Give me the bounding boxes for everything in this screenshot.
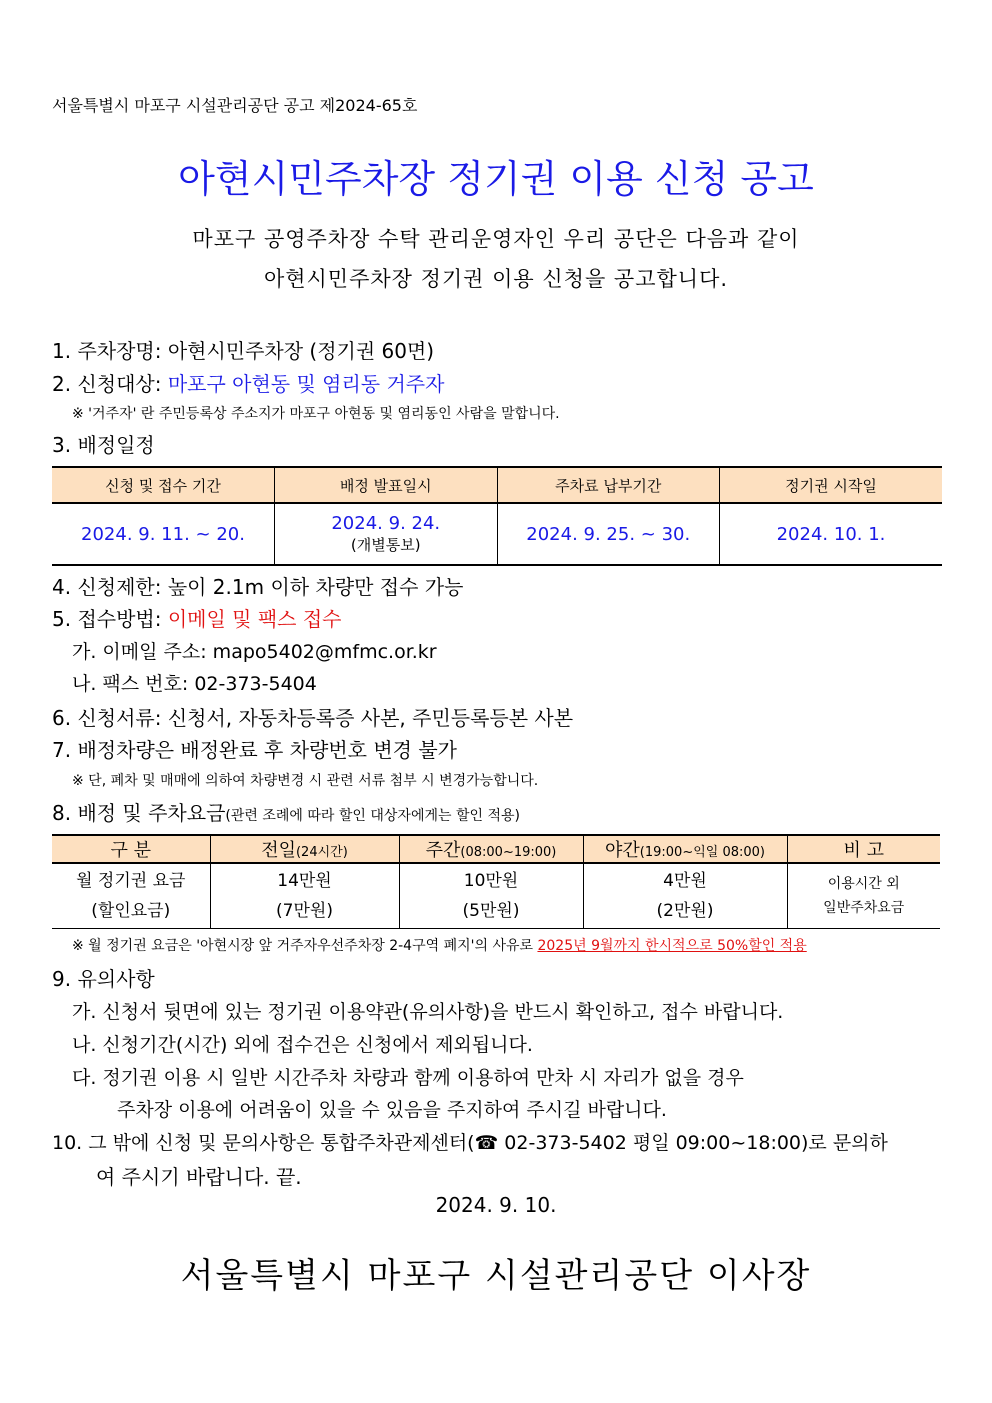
item-documents: 6. 신청서류: 신청서, 자동차등록증 사본, 주민등록등본 사본 bbox=[52, 706, 574, 730]
intro-line-2: 아현시민주차장 정기권 이용 신청을 공고합니다. bbox=[263, 267, 729, 291]
fee-note bbox=[72, 935, 807, 955]
precaution-c2: 주차장 이용에 어려움이 있을 수 있음을 주지하여 주시길 바랍니다. bbox=[117, 1099, 667, 1121]
eligibility-label: 2. 신청대상: bbox=[52, 372, 168, 396]
item-schedule-heading: 3. 배정일정 bbox=[52, 433, 155, 457]
schedule-header-row bbox=[52, 467, 942, 503]
eligibility-note: ※ '거주자' 란 주민등록상 주소지가 마포구 아현동 및 염리동인 사람을 말합니다. bbox=[72, 406, 560, 422]
schedule-header: 배정 발표일시 bbox=[275, 467, 498, 503]
fee-day: 10만원 (5만원) bbox=[399, 863, 583, 929]
fee-header-remark: 비 고 bbox=[787, 835, 940, 863]
method-label: 5. 접수방법: bbox=[52, 607, 168, 631]
announce-date: 2024. 9. 24. bbox=[331, 513, 441, 534]
fee-header-fullday: 전일(24시간) bbox=[210, 835, 399, 863]
precaution-b: 나. 신청기간(시간) 외에 접수건은 신청에서 제외됩니다. bbox=[72, 1034, 533, 1056]
fee-header-row bbox=[52, 835, 940, 863]
schedule-cell-start: 2024. 10. 1. bbox=[720, 503, 943, 565]
fee-heading-main: 8. 배정 및 주차요금 bbox=[52, 801, 226, 825]
item-fee-heading bbox=[52, 797, 520, 826]
schedule-header: 신청 및 접수 기간 bbox=[52, 467, 275, 503]
item-precautions: 9. 유의사항 bbox=[52, 967, 155, 991]
schedule-header: 주차료 납부기간 bbox=[497, 467, 720, 503]
intro-line-1: 마포구 공영주차장 수탁 관리운영자인 우리 공단은 다음과 같이 bbox=[192, 227, 800, 251]
eligibility-value: 마포구 아현동 및 염리동 거주자 bbox=[167, 372, 445, 396]
vehicle-change-note: ※ 단, 폐차 및 매매에 의하여 차량변경 시 관련 서류 첨부 시 변경가능합니다. bbox=[72, 773, 539, 789]
precaution-a: 가. 신청서 뒷면에 있는 정기권 이용약관(유의사항)을 반드시 확인하고, 접수 바랍니다. bbox=[72, 1001, 784, 1023]
email-address: 가. 이메일 주소: mapo5402@mfmc.or.kr bbox=[72, 641, 437, 663]
fee-heading-sub: (관련 조례에 따라 할인 대상자에게는 할인 적용) bbox=[225, 808, 520, 824]
item-restriction: 4. 신청제한: 높이 2.1m 이하 차량만 접수 가능 bbox=[52, 575, 464, 599]
item-inquiry-cont: 여 주시기 바랍니다. 끝. bbox=[96, 1165, 302, 1189]
schedule-header: 정기권 시작일 bbox=[720, 467, 943, 503]
fee-header-night: 야간(19:00~익일 08:00) bbox=[583, 835, 787, 863]
issuer-signature: 서울특별시 마포구 시설관리공단 이사장 bbox=[180, 1256, 812, 1296]
fee-header-category: 구 분 bbox=[52, 835, 210, 863]
fee-table bbox=[52, 834, 940, 929]
page-title: 아현시민주차장 정기권 이용 신청 공고 bbox=[178, 157, 814, 201]
schedule-cell-announce bbox=[275, 503, 498, 565]
fee-fullday: 14만원 (7만원) bbox=[210, 863, 399, 929]
item-parking-name: 1. 주차장명: 아현시민주차장 (정기권 60면) bbox=[52, 339, 435, 363]
notice-date: 2024. 9. 10. bbox=[435, 1193, 557, 1217]
fee-remark: 이용시간 외 일반주차요금 bbox=[787, 863, 940, 929]
item-inquiry: 10. 그 밖에 신청 및 문의사항은 통합주차관제센터(☎ 02-373-5402 평일 09:00~18:00)로 문의하 bbox=[52, 1132, 888, 1154]
fax-number: 나. 팩스 번호: 02-373-5404 bbox=[72, 673, 317, 695]
schedule-cell-apply: 2024. 9. 11. ~ 20. bbox=[52, 503, 275, 565]
item-method bbox=[52, 603, 341, 632]
schedule-row bbox=[52, 503, 942, 565]
fee-row bbox=[52, 863, 940, 929]
fee-night: 4만원 (2만원) bbox=[583, 863, 787, 929]
item-vehicle-change: 7. 배정차량은 배정완료 후 차량번호 변경 불가 bbox=[52, 738, 457, 762]
fee-header-day: 주간(08:00~19:00) bbox=[399, 835, 583, 863]
announce-note: (개별통보) bbox=[350, 536, 421, 554]
notice-number: 서울특별시 마포구 시설관리공단 공고 제2024-65호 bbox=[52, 96, 418, 115]
schedule-cell-payment: 2024. 9. 25. ~ 30. bbox=[497, 503, 720, 565]
precaution-c1: 다. 정기권 이용 시 일반 시간주차 차량과 함께 이용하여 만차 시 자리가 없을 경우 bbox=[72, 1067, 744, 1089]
method-value: 이메일 및 팩스 접수 bbox=[167, 607, 342, 631]
item-eligibility bbox=[52, 368, 444, 397]
fee-note-text: ※ 월 정기권 요금은 '아현시장 앞 거주자우선주차장 2-4구역 폐지'의 사유로 bbox=[72, 938, 538, 954]
fee-row-label: 월 정기권 요금 (할인요금) bbox=[52, 863, 210, 929]
schedule-table bbox=[52, 466, 942, 566]
fee-note-discount: 2025년 9월까지 한시적으로 50%할인 적용 bbox=[537, 938, 807, 954]
